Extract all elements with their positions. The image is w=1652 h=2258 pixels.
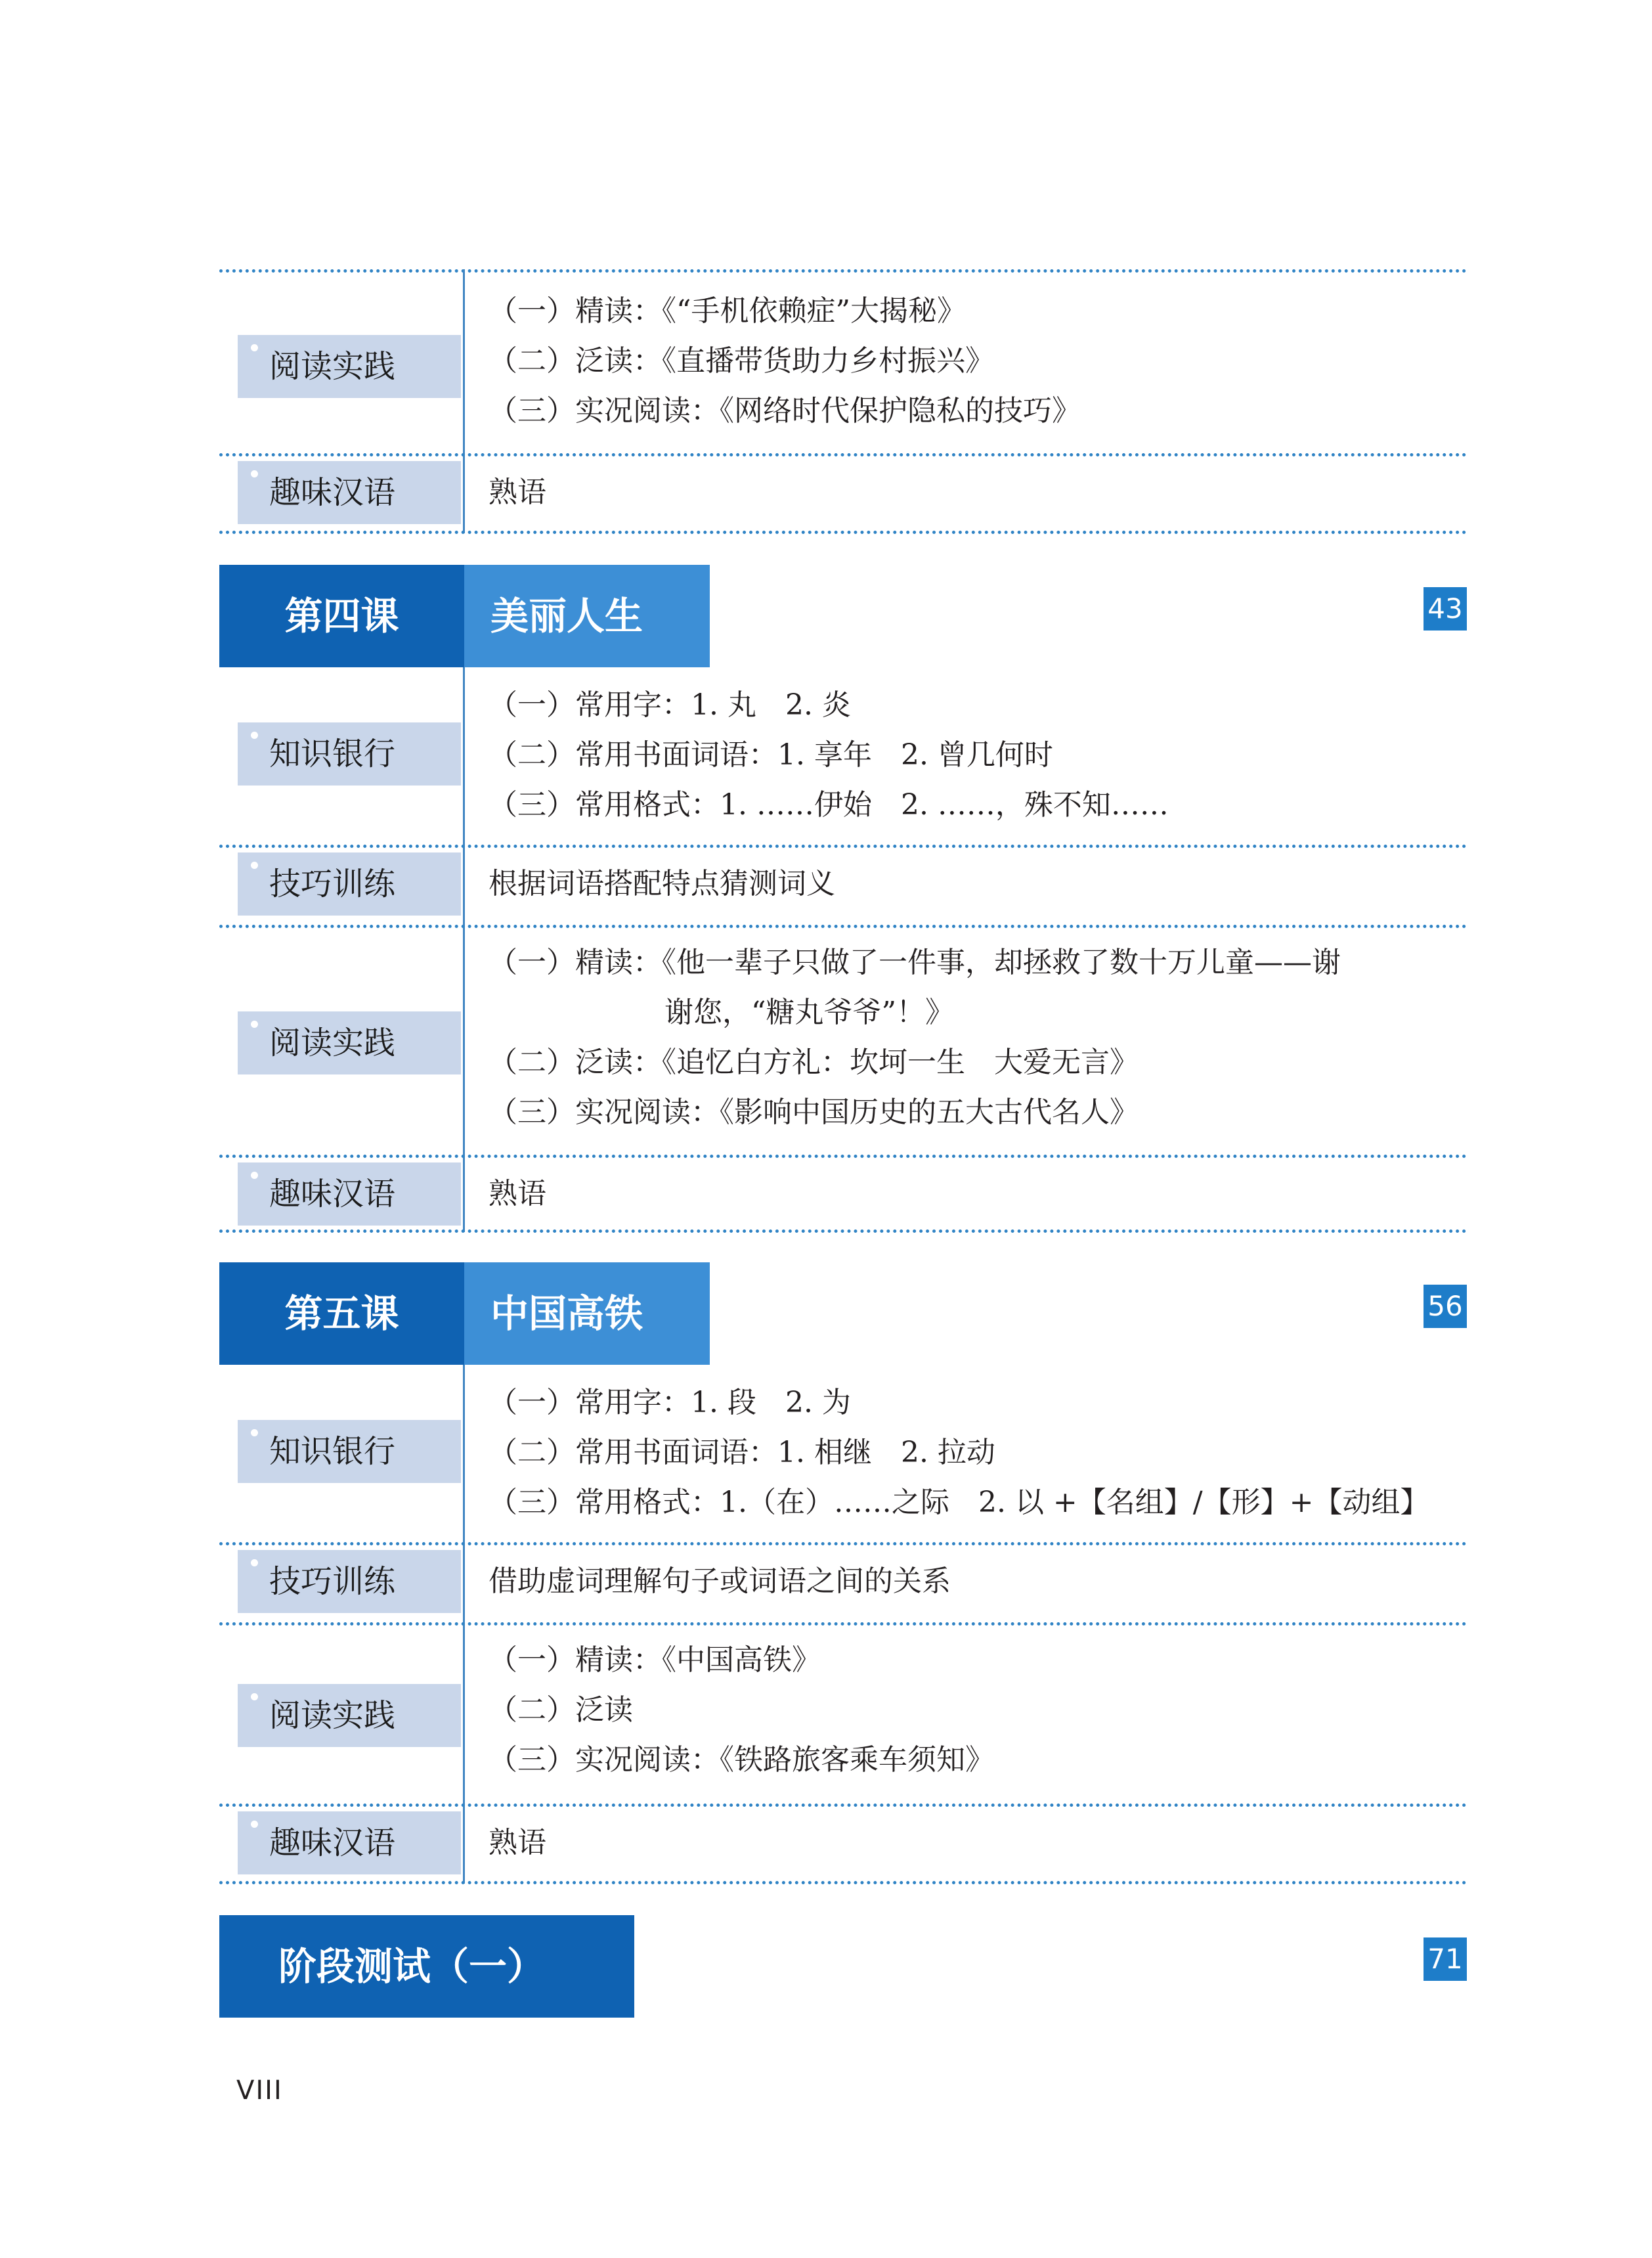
reading-practice-entries [489, 286, 1081, 436]
entry-line: （三）常用格式：1. ……伊始 2. ……，殊不知…… [489, 788, 1169, 822]
entry-line: （二）泛读 [489, 1693, 633, 1727]
lesson5-table [219, 1365, 1467, 1884]
entry-line: （二）泛读：《追忆白方礼：坎坷一生 大爱无言》 [489, 1046, 1139, 1079]
lesson5-header[interactable] [219, 1262, 1467, 1365]
fun-chinese-label: 趣味汉语 [238, 461, 461, 524]
skill-training-entries [489, 859, 835, 909]
entry-line: （二）常用书面词语：1. 相继 2. 拉动 [489, 1436, 995, 1469]
lesson-number: 第五课 [219, 1262, 464, 1365]
reading-practice-entries [489, 1635, 994, 1785]
knowledge-bank-row [219, 1365, 1467, 1542]
reading-practice-row [219, 1622, 1467, 1804]
fun-chinese-label: 趣味汉语 [238, 1811, 461, 1874]
entry-line: （二）泛读：《直播带货助力乡村振兴》 [489, 344, 994, 378]
lesson3-tail-table [219, 269, 1467, 533]
knowledge-bank-label: 知识银行 [238, 1420, 461, 1483]
page-number: VIII [236, 2075, 283, 2106]
fun-chinese-row [219, 1155, 1467, 1232]
reading-practice-row [219, 925, 1467, 1155]
page-number-badge: 43 [1424, 587, 1467, 631]
fun-chinese-entries [489, 468, 546, 518]
entry-line: 根据词语搭配特点猜测词义 [489, 867, 835, 900]
knowledge-bank-label: 知识银行 [238, 722, 461, 786]
entry-line: （一）常用字：1. 段 2. 为 [489, 1386, 851, 1419]
skill-training-entries [489, 1557, 951, 1606]
entry-line: （一）精读：《他一辈子只做了一件事，却拯救了数十万儿童——谢 [489, 946, 1341, 979]
reading-practice-label: 阅读实践 [238, 1011, 461, 1074]
entry-line: 熟语 [489, 1177, 546, 1210]
lesson4-header[interactable] [219, 565, 1467, 667]
entry-line: 熟语 [489, 1826, 546, 1859]
knowledge-bank-entries [489, 1378, 1429, 1528]
fun-chinese-row [219, 1804, 1467, 1884]
skill-training-row [219, 1542, 1467, 1622]
lesson-number: 第四课 [219, 565, 464, 667]
page-number-badge: 56 [1424, 1285, 1467, 1328]
knowledge-bank-row [219, 667, 1467, 845]
skill-training-label: 技巧训练 [238, 1550, 461, 1613]
reading-practice-entries [489, 938, 1341, 1138]
entry-line: （三）实况阅读：《铁路旅客乘车须知》 [489, 1743, 994, 1777]
entry-line: （三）常用格式：1.（在）……之际 2. 以 +【名组】/【形】+【动组】 [489, 1486, 1429, 1519]
knowledge-bank-entries [489, 680, 1169, 830]
fun-chinese-label: 趣味汉语 [238, 1162, 461, 1226]
lesson4-table [219, 667, 1467, 1232]
divider [219, 1229, 1467, 1233]
fun-chinese-row [219, 453, 1467, 533]
entry-line: （一）精读：《中国高铁》 [489, 1643, 821, 1677]
entry-line: 谢您，“糖丸爷爷”！》 [664, 996, 954, 1029]
reading-practice-label: 阅读实践 [238, 335, 461, 398]
entry-line: 借助虚词理解句子或词语之间的关系 [489, 1564, 951, 1598]
entry-line: （三）实况阅读：《影响中国历史的五大古代名人》 [489, 1096, 1139, 1129]
stage-test-header[interactable] [219, 1915, 1467, 2018]
entry-line: （一）常用字：1. 丸 2. 炎 [489, 688, 851, 722]
skill-training-row [219, 845, 1467, 925]
reading-practice-row [219, 269, 1467, 453]
entry-line: （一）精读：《“手机依赖症”大揭秘》 [489, 294, 966, 328]
lesson-title: 美丽人生 [464, 565, 710, 667]
stage-test-title: 阶段测试（一） [219, 1915, 634, 2018]
entry-line: 熟语 [489, 476, 546, 509]
skill-training-label: 技巧训练 [238, 852, 461, 916]
page-number-badge: 71 [1424, 1937, 1467, 1981]
reading-practice-label: 阅读实践 [238, 1684, 461, 1747]
divider [219, 531, 1467, 534]
entry-line: （三）实况阅读：《网络时代保护隐私的技巧》 [489, 394, 1081, 428]
lesson-title: 中国高铁 [464, 1262, 710, 1365]
entry-line: （二）常用书面词语：1. 享年 2. 曾几何时 [489, 738, 1053, 772]
fun-chinese-entries [489, 1818, 546, 1868]
fun-chinese-entries [489, 1169, 546, 1219]
divider [219, 1881, 1467, 1884]
